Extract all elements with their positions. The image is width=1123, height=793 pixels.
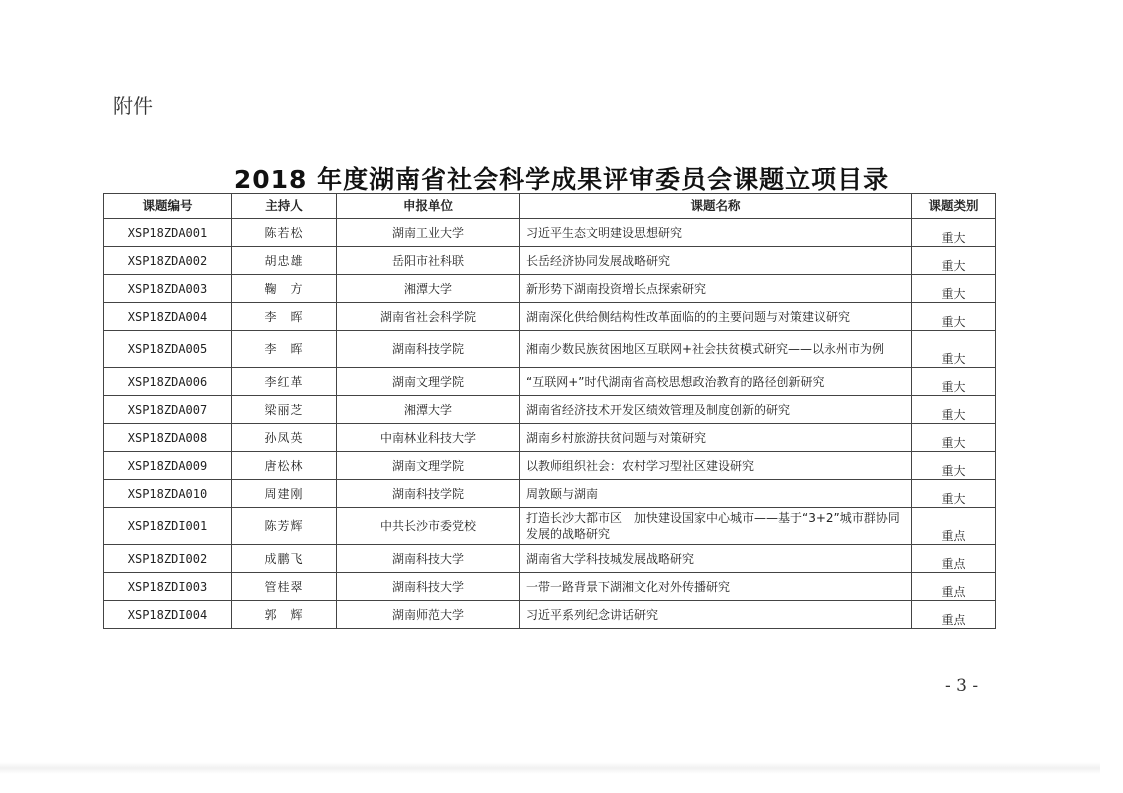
cell-topic: 习近平生态文明建设思想研究 xyxy=(520,219,912,247)
cell-category: 重大 xyxy=(912,331,996,368)
cell-host: 李 晖 xyxy=(232,303,337,331)
table-row xyxy=(104,368,996,396)
attachment-label: 附件 xyxy=(113,94,153,118)
cell-topic: 湘南少数民族贫困地区互联网+社会扶贫模式研究——以永州市为例 xyxy=(520,331,912,368)
cell-unit: 湖南省社会科学院 xyxy=(337,303,520,331)
table-row xyxy=(104,275,996,303)
cell-category: 重大 xyxy=(912,247,996,275)
cell-host: 周建刚 xyxy=(232,480,337,508)
cell-code: XSP18ZDI004 xyxy=(104,601,232,629)
cell-category: 重点 xyxy=(912,601,996,629)
header-host: 主持人 xyxy=(232,194,337,219)
cell-code: XSP18ZDI002 xyxy=(104,545,232,573)
cell-topic: 湖南乡村旅游扶贫问题与对策研究 xyxy=(520,424,912,452)
cell-topic: 打造长沙大都市区 加快建设国家中心城市——基于“3+2”城市群协同发展的战略研究 xyxy=(520,508,912,545)
table-row xyxy=(104,331,996,368)
cell-category: 重大 xyxy=(912,480,996,508)
cell-code: XSP18ZDA003 xyxy=(104,275,232,303)
cell-topic: 长岳经济协同发展战略研究 xyxy=(520,247,912,275)
cell-host: 管桂翠 xyxy=(232,573,337,601)
table-row xyxy=(104,545,996,573)
cell-category: 重大 xyxy=(912,219,996,247)
cell-code: XSP18ZDA010 xyxy=(104,480,232,508)
table-row xyxy=(104,452,996,480)
table-row xyxy=(104,219,996,247)
cell-unit: 湖南科技大学 xyxy=(337,573,520,601)
cell-topic: 周敦颐与湖南 xyxy=(520,480,912,508)
cell-unit: 中共长沙市委党校 xyxy=(337,508,520,545)
cell-code: XSP18ZDI001 xyxy=(104,508,232,545)
cell-code: XSP18ZDA006 xyxy=(104,368,232,396)
cell-host: 胡忠雄 xyxy=(232,247,337,275)
document-title: 2018 年度湖南省社会科学成果评审委员会课题立项目录 xyxy=(233,165,890,194)
table-row xyxy=(104,601,996,629)
cell-topic: 湖南省大学科技城发展战略研究 xyxy=(520,545,912,573)
table-row xyxy=(104,424,996,452)
cell-code: XSP18ZDA009 xyxy=(104,452,232,480)
cell-category: 重大 xyxy=(912,303,996,331)
page-number: - 3 - xyxy=(945,676,979,696)
cell-category: 重大 xyxy=(912,275,996,303)
cell-code: XSP18ZDA007 xyxy=(104,396,232,424)
table-header-row xyxy=(104,194,996,219)
cell-host: 李 晖 xyxy=(232,331,337,368)
cell-unit: 湖南文理学院 xyxy=(337,452,520,480)
cell-topic: 习近平系列纪念讲话研究 xyxy=(520,601,912,629)
cell-unit: 湖南科技学院 xyxy=(337,480,520,508)
cell-category: 重大 xyxy=(912,396,996,424)
cell-unit: 湖南科技学院 xyxy=(337,331,520,368)
cell-category: 重大 xyxy=(912,368,996,396)
cell-host: 陈芳辉 xyxy=(232,508,337,545)
table-row xyxy=(104,480,996,508)
cell-unit: 湘潭大学 xyxy=(337,396,520,424)
table-row xyxy=(104,573,996,601)
cell-host: 孙凤英 xyxy=(232,424,337,452)
cell-unit: 岳阳市社科联 xyxy=(337,247,520,275)
table-row xyxy=(104,396,996,424)
header-project-code: 课题编号 xyxy=(104,194,232,219)
table-row xyxy=(104,247,996,275)
cell-host: 郭 辉 xyxy=(232,601,337,629)
cell-code: XSP18ZDI003 xyxy=(104,573,232,601)
header-topic: 课题名称 xyxy=(520,194,912,219)
table-row xyxy=(104,508,996,545)
cell-code: XSP18ZDA005 xyxy=(104,331,232,368)
cell-topic: 新形势下湖南投资增长点探索研究 xyxy=(520,275,912,303)
cell-host: 鞠 方 xyxy=(232,275,337,303)
cell-category: 重大 xyxy=(912,424,996,452)
table-row xyxy=(104,303,996,331)
cell-host: 唐松林 xyxy=(232,452,337,480)
cell-unit: 湖南文理学院 xyxy=(337,368,520,396)
cell-category: 重点 xyxy=(912,573,996,601)
cell-host: 李红革 xyxy=(232,368,337,396)
cell-code: XSP18ZDA001 xyxy=(104,219,232,247)
cell-category: 重大 xyxy=(912,452,996,480)
cell-host: 梁丽芝 xyxy=(232,396,337,424)
cell-unit: 中南林业科技大学 xyxy=(337,424,520,452)
scan-edge-shadow xyxy=(0,762,1100,774)
cell-topic: 湖南省经济技术开发区绩效管理及制度创新的研究 xyxy=(520,396,912,424)
cell-topic: “互联网+”时代湖南省高校思想政治教育的路径创新研究 xyxy=(520,368,912,396)
cell-unit: 湖南科技大学 xyxy=(337,545,520,573)
cell-topic: 以教师组织社会：农村学习型社区建设研究 xyxy=(520,452,912,480)
header-unit: 申报单位 xyxy=(337,194,520,219)
cell-code: XSP18ZDA002 xyxy=(104,247,232,275)
cell-host: 成鹏飞 xyxy=(232,545,337,573)
header-category: 课题类别 xyxy=(912,194,996,219)
cell-host: 陈若松 xyxy=(232,219,337,247)
cell-unit: 湖南工业大学 xyxy=(337,219,520,247)
cell-code: XSP18ZDA004 xyxy=(104,303,232,331)
cell-unit: 湖南师范大学 xyxy=(337,601,520,629)
cell-code: XSP18ZDA008 xyxy=(104,424,232,452)
cell-topic: 一带一路背景下湖湘文化对外传播研究 xyxy=(520,573,912,601)
cell-category: 重点 xyxy=(912,508,996,545)
project-catalog-table xyxy=(103,193,996,629)
cell-topic: 湖南深化供给侧结构性改革面临的的主要问题与对策建议研究 xyxy=(520,303,912,331)
cell-unit: 湘潭大学 xyxy=(337,275,520,303)
cell-category: 重点 xyxy=(912,545,996,573)
